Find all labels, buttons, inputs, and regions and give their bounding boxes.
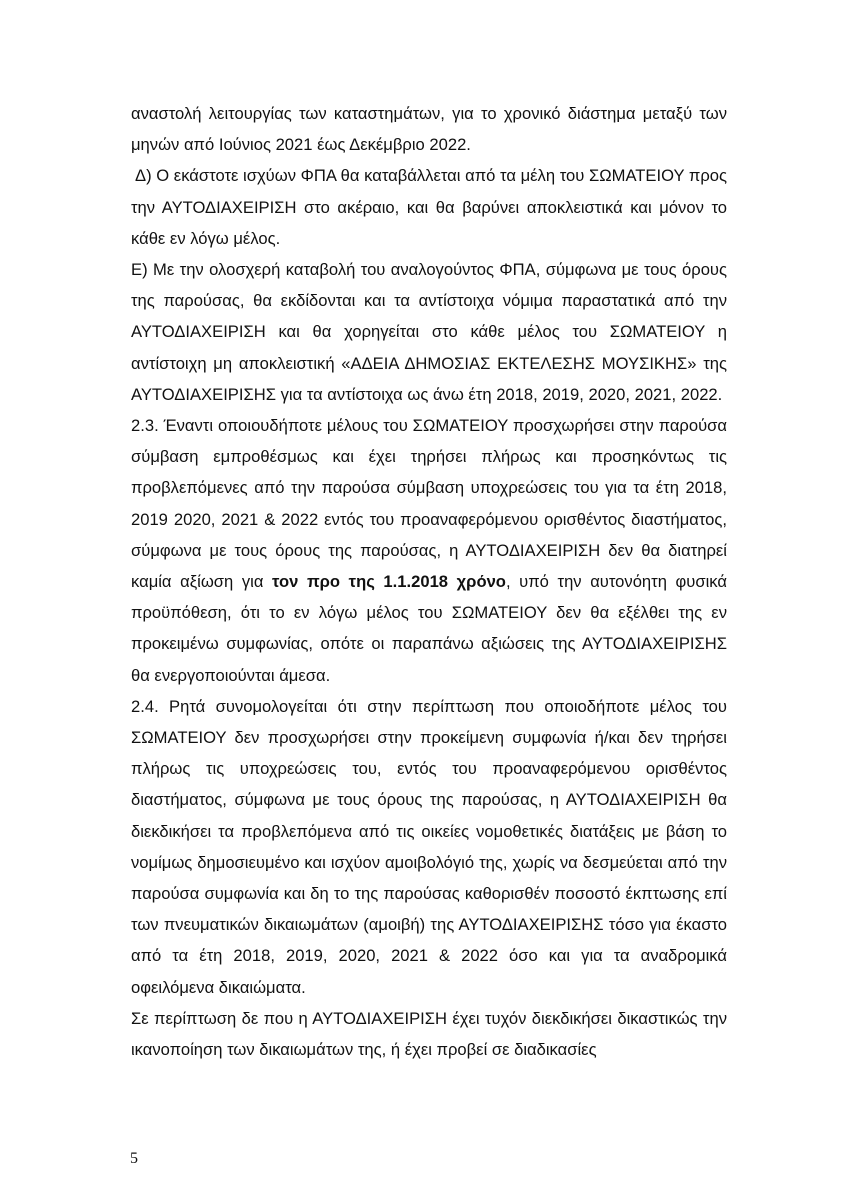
paragraph-2-4: 2.4. Ρητά συνομολογείται ότι στην περίπτωση που οποιοδήποτε μέλος του ΣΩΜΑΤΕΙΟΥ δεν προσχωρήσει στην προκείμενη συμφωνία ή/και δεν τηρήσει πλήρως τις υποχρεώσεις του, εντός του προαναφερόμενου ορισθέντος διαστήματος, σύμφωνα με τους όρους της παρούσας, η ΑΥΤΟΔΙΑΧΕΙΡΙΣΗ θα διεκδικήσει τα προβλεπόμενα από τις οικείες νομοθετικές διατάξεις με βάση το νομίμως δημοσιευμένο και ισχύον αμοιβολόγιό της, χωρίς να δεσμεύεται από την παρούσα συμφωνία και δη το της παρούσας καθορισθέν ποσοστό έκπτωσης επί των πνευματικών δικαιωμάτων (αμοιβή) της ΑΥΤΟΔΙΑΧΕΙΡΙΣΗΣ τόσο για έκαστο από τα έτη 2018, 2019, 2020, 2021 & 2022 όσο και για τα αναδρομικά οφειλόμενα δικαιώματα. [131,696,727,997]
paragraph-2-3-bold-phrase: τον προ της 1.1.2018 χρόνο [272,572,506,592]
body-text [131,98,727,1065]
paragraph-store-suspension: αναστολή λειτουργίας των καταστημάτων, για το χρονικό διάστημα μεταξύ των μηνών από Ιούνιος 2021 έως Δεκέμβριο 2022. [131,104,727,155]
paragraph-2-3 [131,410,727,691]
paragraph-d-vat: Δ) Ο εκάστοτε ισχύων ΦΠΑ θα καταβάλλεται από τα μέλη του ΣΩΜΑΤΕΙΟΥ προς την ΑΥΤΟΔΙΑΧΕΙΡΙΣΗ στο ακέραιο, και θα βαρύνει αποκλειστικά και μόνον το κάθε εν λόγω μέλος. [131,166,727,248]
paragraph-litigation: Σε περίπτωση δε που η ΑΥΤΟΔΙΑΧΕΙΡΙΣΗ έχει τυχόν διεκδικήσει δικαστικώς την ικανοποίηση των δικαιωμάτων της, ή έχει προβεί σε διαδικασίες [131,1008,727,1060]
page-number: 5 [130,1150,138,1167]
paragraph-2-3-text-start: 2.3. Έναντι οποιουδήποτε μέλους του ΣΩΜΑΤΕΙΟΥ προσχωρήσει στην παρούσα σύμβαση εμπροθέσμως και έχει τηρήσει πλήρως και προσηκόντως τις προβλεπόμενες από την παρούσα σύμβαση υποχρεώσεις του για τα έτη 2018, 2019 2020, 2021 & 2022 εντός του προαναφερόμενου ορισθέντος διαστήματος, σύμφωνα με τους όρους της παρούσας, η ΑΥΤΟΔΙΑΧΕΙΡΙΣΗ δεν θα διατηρεί καμία αξίωση για [131,416,727,592]
paragraph-2-3-text-end: , υπό την αυτονόητη φυσικά προϋπόθεση, ότι το εν λόγω μέλος του ΣΩΜΑΤΕΙΟΥ δεν θα εξέλθει της εν προκειμένω συμφωνίας, οπότε οι παραπάνω αξιώσεις της ΑΥΤΟΔΙΑΧΕΙΡΙΣΗΣ θα ενεργοποιούνται άμεσα. [131,572,727,685]
paragraph-e-license: Ε) Με την ολοσχερή καταβολή του αναλογούντος ΦΠΑ, σύμφωνα με τους όρους της παρούσας, θα εκδίδονται και τα αντίστοιχα νόμιμα παραστατικά από την ΑΥΤΟΔΙΑΧΕΙΡΙΣΗ και θα χορηγείται στο κάθε μέλος του ΣΩΜΑΤΕΙΟΥ η αντίστοιχη μη αποκλειστική «ΑΔΕΙΑ ΔΗΜΟΣΙΑΣ ΕΚΤΕΛΕΣΗΣ ΜΟΥΣΙΚΗΣ» της ΑΥΤΟΔΙΑΧΕΙΡΙΣΗΣ για τα αντίστοιχα ως άνω έτη 2018, 2019, 2020, 2021, 2022. [131,260,727,404]
